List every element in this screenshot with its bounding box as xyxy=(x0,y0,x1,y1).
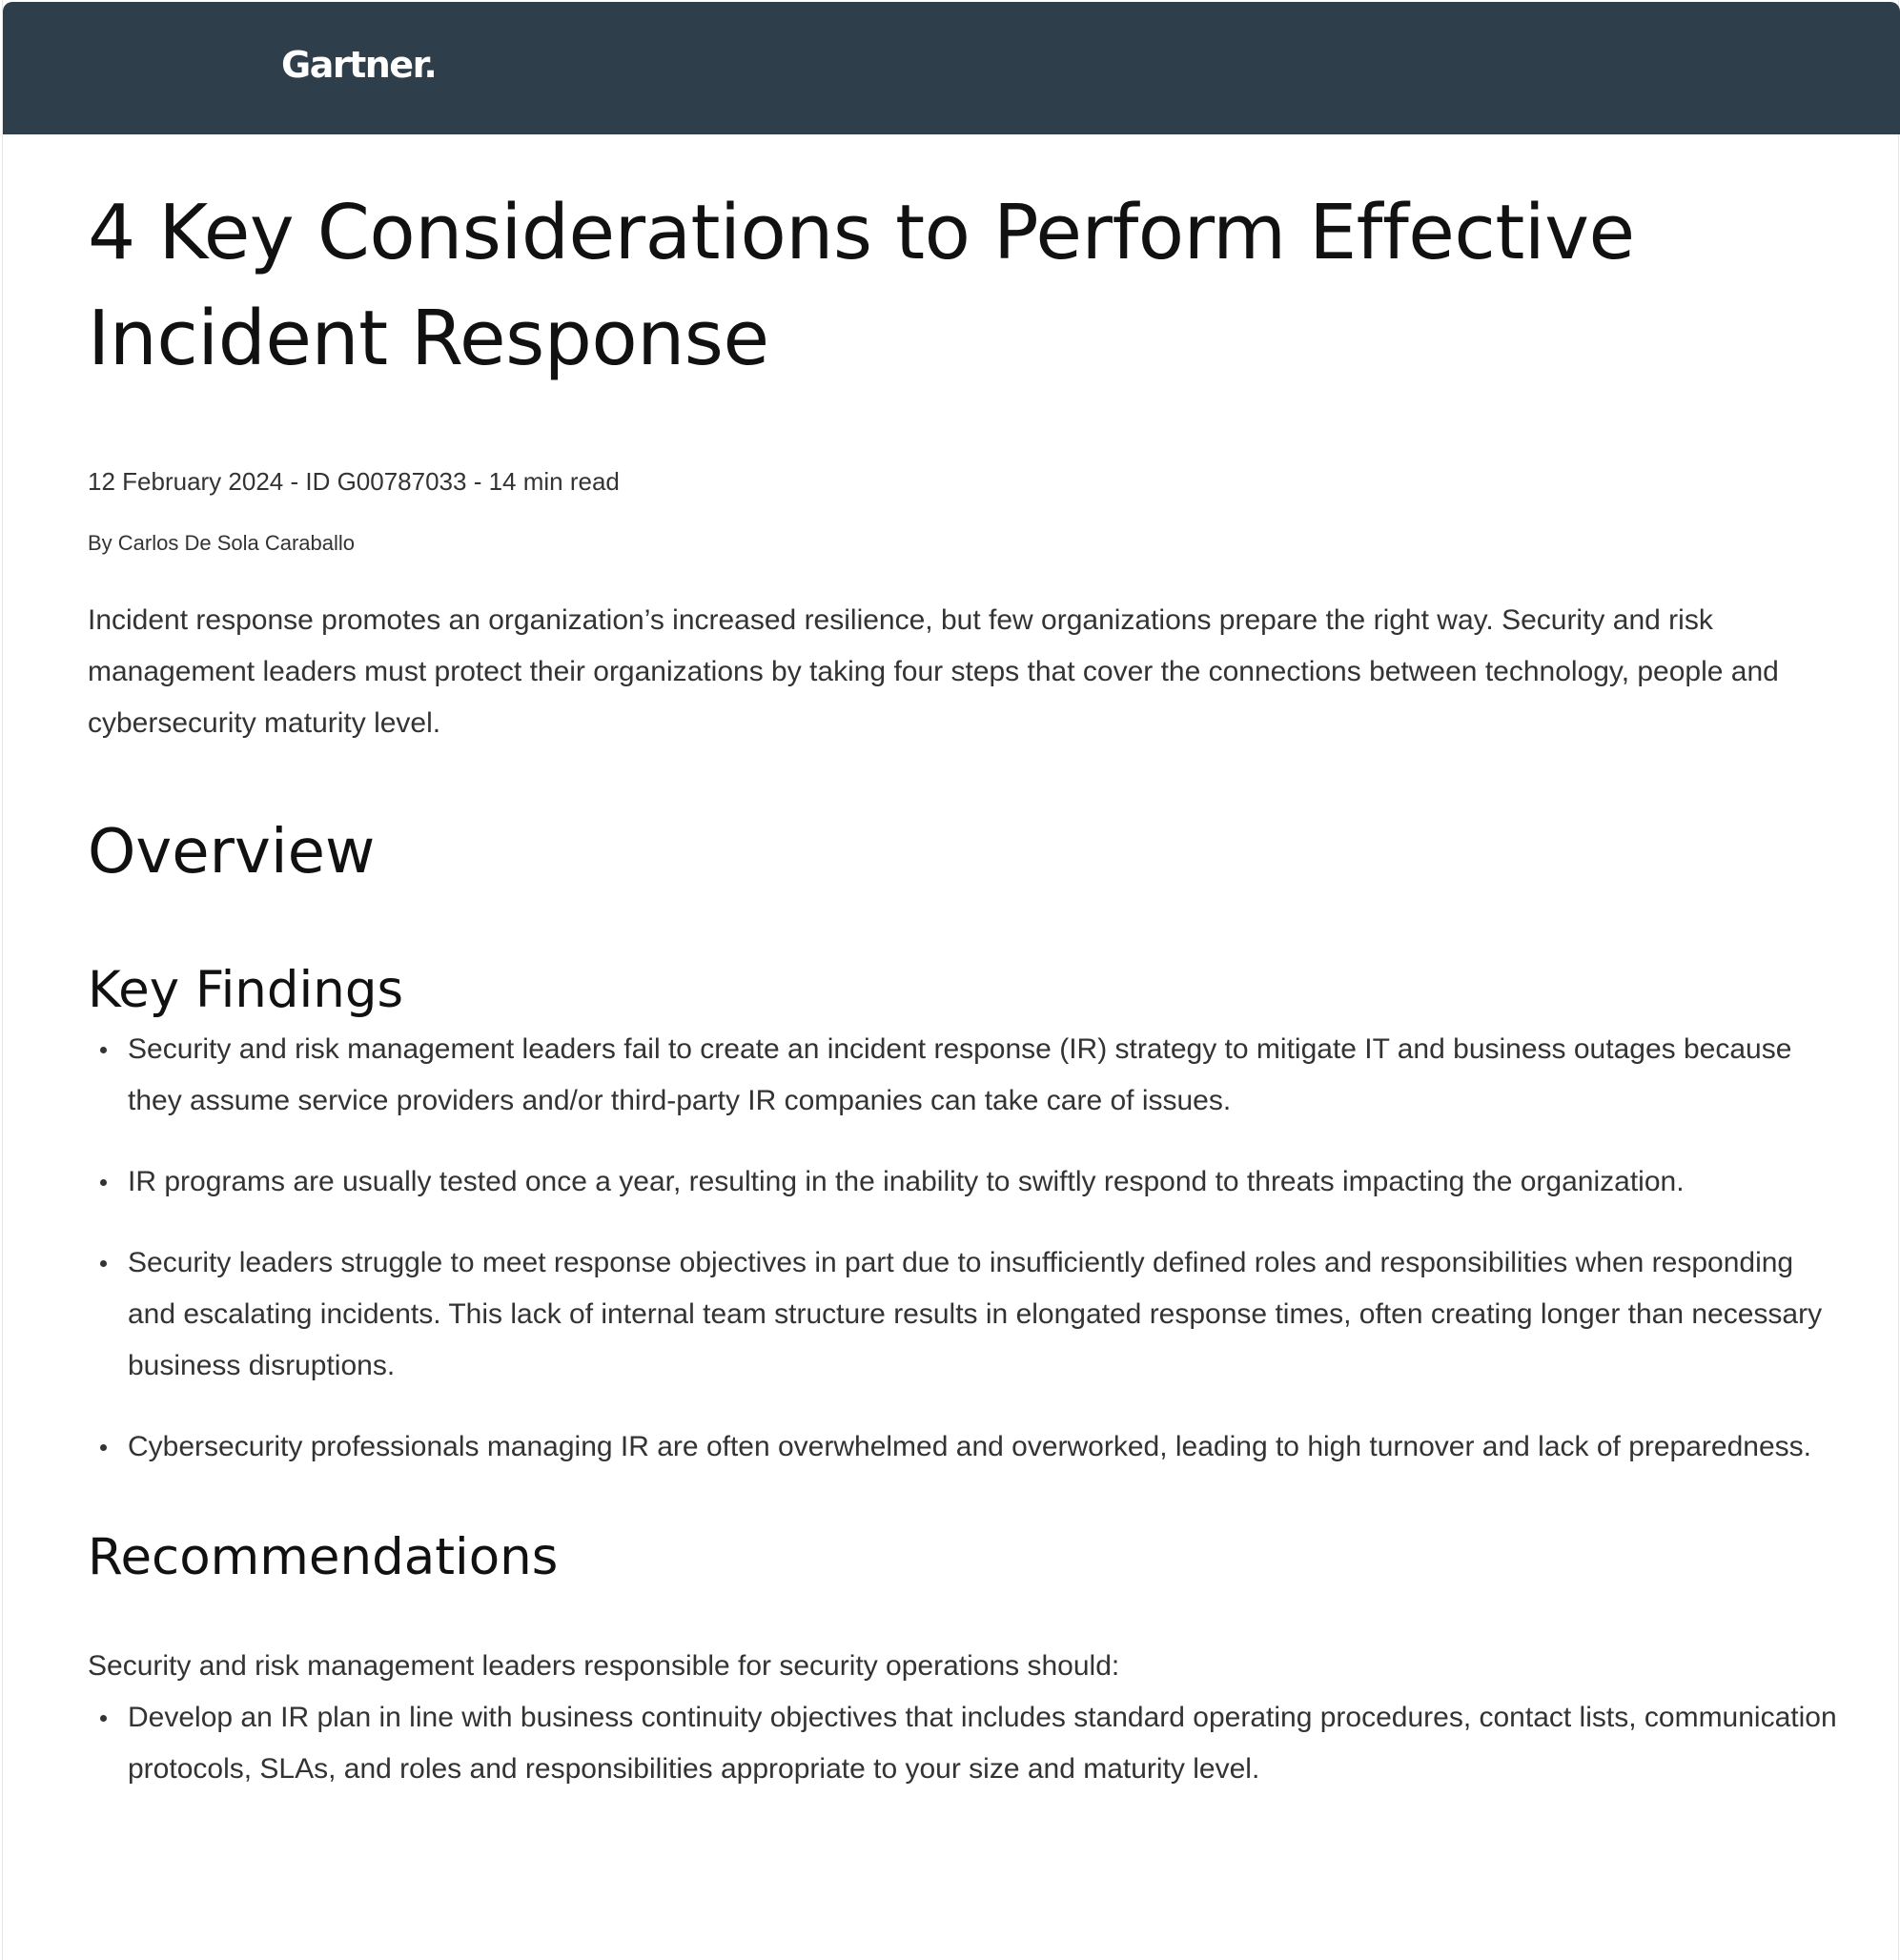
list-item-text: Develop an IR plan in line with business continuity objectives that includes standard operating procedures, contact lists, communication protocols, SLAs, and roles and responsibilities appropriate to your size and maturity level. xyxy=(128,1702,1837,1785)
list-item xyxy=(88,1692,1842,1795)
list-item xyxy=(88,1237,1842,1392)
site-header xyxy=(3,2,1900,134)
key-findings-list xyxy=(88,1024,1842,1473)
overview-heading: Overview xyxy=(88,817,376,888)
list-item xyxy=(88,1421,1842,1473)
bullet-icon xyxy=(100,1260,107,1267)
recommendations-heading: Recommendations xyxy=(88,1528,559,1586)
bullet-icon xyxy=(100,1179,107,1186)
list-item-text: Security leaders struggle to meet response objectives in part due to insufficiently defined roles and responsibilities when responding and escalating incidents. This lack of internal team structure results in elongated response times, often creating longer than necessary business disruptions. xyxy=(128,1247,1823,1381)
list-item-text: Cybersecurity professionals managing IR are often overwhelmed and overworked, leading to high turnover and lack of preparedness. xyxy=(128,1431,1811,1462)
recommendations-intro: Security and risk management leaders responsible for security operations should: xyxy=(88,1650,1120,1682)
article-summary: Incident response promotes an organization’s increased resilience, but few organizations prepare the right way. Security and risk management leaders must protect their organizations by taking four steps that cover the connections between technology, people and cybersecurity maturity level. xyxy=(88,604,1779,739)
gartner-logo[interactable]: Gartner. xyxy=(281,44,437,86)
article-byline: By Carlos De Sola Caraballo xyxy=(88,531,356,555)
bullet-icon xyxy=(100,1047,107,1053)
document-page xyxy=(2,0,1899,1960)
list-item xyxy=(88,1156,1842,1208)
list-item xyxy=(88,1024,1842,1127)
article-title: 4 Key Considerations to Perform Effective Incident Response xyxy=(88,189,1635,382)
bullet-icon xyxy=(100,1444,107,1451)
list-item-text: Security and risk management leaders fail to create an incident response (IR) strategy to mitigate IT and business outages because they assume service providers and/or third-party IR companies can take care of issues. xyxy=(128,1033,1792,1116)
bullet-icon xyxy=(100,1715,107,1722)
list-item-text: IR programs are usually tested once a year, resulting in the inability to swiftly respond to threats impacting the organization. xyxy=(128,1166,1685,1197)
article-content xyxy=(88,134,1842,1795)
recommendations-list xyxy=(88,1692,1842,1795)
key-findings-heading: Key Findings xyxy=(88,961,404,1019)
article-meta: 12 February 2024 - ID G00787033 - 14 min read xyxy=(88,467,620,496)
